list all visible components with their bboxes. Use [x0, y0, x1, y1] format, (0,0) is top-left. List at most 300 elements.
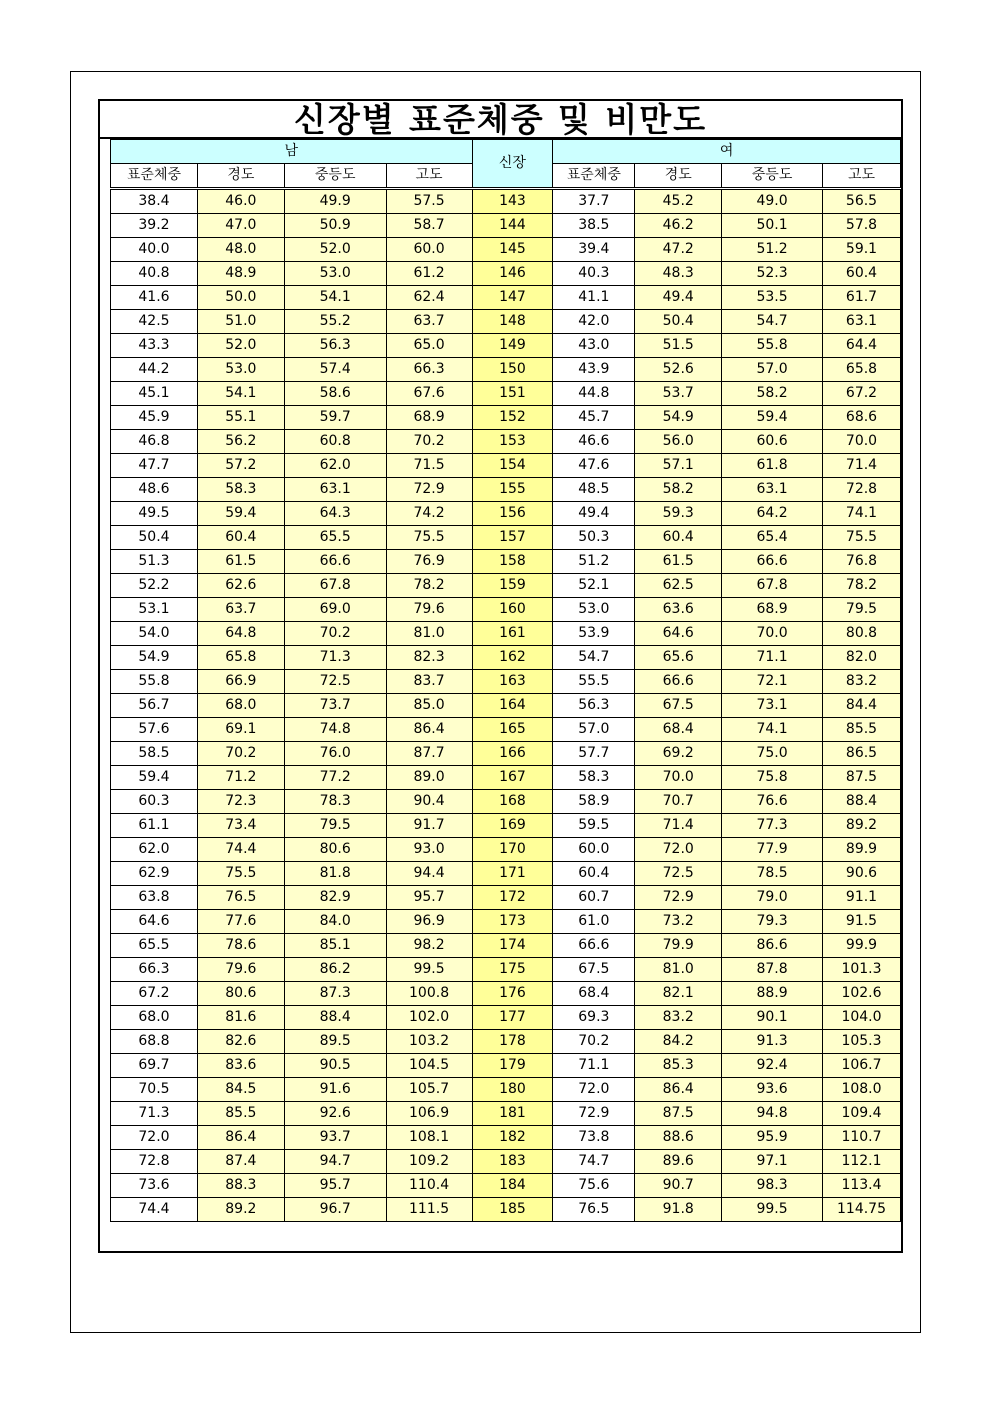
male-severe-cell: 62.4 — [386, 286, 472, 310]
male-mild-cell: 78.6 — [197, 934, 284, 958]
height-cell: 145 — [472, 238, 553, 262]
table-row — [111, 910, 901, 934]
female-mild-cell: 72.0 — [635, 838, 722, 862]
weight-table-sheet — [98, 99, 903, 1253]
female-standard-weight-cell: 45.7 — [553, 406, 635, 430]
female-mild-cell: 86.4 — [635, 1078, 722, 1102]
male-mild-cell: 88.3 — [197, 1174, 284, 1198]
female-severe-cell: 112.1 — [823, 1150, 901, 1174]
height-cell: 158 — [472, 550, 553, 574]
female-moderate-cell: 54.7 — [722, 310, 823, 334]
female-standard-weight-cell: 69.3 — [553, 1006, 635, 1030]
female-moderate-cell: 97.1 — [722, 1150, 823, 1174]
height-cell: 149 — [472, 334, 553, 358]
male-standard-weight-cell: 59.4 — [111, 766, 198, 790]
male-mild-header: 경도 — [197, 164, 284, 189]
female-standard-weight-cell: 76.5 — [553, 1198, 635, 1222]
male-mild-cell: 86.4 — [197, 1126, 284, 1150]
male-standard-weight-cell: 40.0 — [111, 238, 198, 262]
male-severe-cell: 108.1 — [386, 1126, 472, 1150]
height-cell: 169 — [472, 814, 553, 838]
male-standard-weight-cell: 54.0 — [111, 622, 198, 646]
male-moderate-cell: 57.4 — [284, 358, 386, 382]
male-standard-weight-cell: 44.2 — [111, 358, 198, 382]
female-moderate-cell: 98.3 — [722, 1174, 823, 1198]
female-mild-cell: 51.5 — [635, 334, 722, 358]
standard-weight-table — [110, 139, 901, 1222]
male-mild-cell: 65.8 — [197, 646, 284, 670]
male-moderate-cell: 54.1 — [284, 286, 386, 310]
female-mild-cell: 56.0 — [635, 430, 722, 454]
male-mild-cell: 46.0 — [197, 189, 284, 214]
height-cell: 177 — [472, 1006, 553, 1030]
height-cell: 154 — [472, 454, 553, 478]
female-severe-cell: 89.9 — [823, 838, 901, 862]
male-standard-weight-cell: 46.8 — [111, 430, 198, 454]
male-mild-cell: 47.0 — [197, 214, 284, 238]
height-cell: 179 — [472, 1054, 553, 1078]
table-row — [111, 766, 901, 790]
female-standard-weight-cell: 53.9 — [553, 622, 635, 646]
male-mild-cell: 55.1 — [197, 406, 284, 430]
female-severe-cell: 106.7 — [823, 1054, 901, 1078]
female-moderate-cell: 72.1 — [722, 670, 823, 694]
height-cell: 165 — [472, 718, 553, 742]
male-mild-cell: 75.5 — [197, 862, 284, 886]
male-mild-cell: 87.4 — [197, 1150, 284, 1174]
female-mild-cell: 65.6 — [635, 646, 722, 670]
male-standard-weight-cell: 69.7 — [111, 1054, 198, 1078]
table-row — [111, 358, 901, 382]
height-cell: 161 — [472, 622, 553, 646]
male-severe-cell: 110.4 — [386, 1174, 472, 1198]
table-row — [111, 1078, 901, 1102]
female-standard-weight-cell: 43.9 — [553, 358, 635, 382]
female-moderate-cell: 91.3 — [722, 1030, 823, 1054]
male-severe-cell: 71.5 — [386, 454, 472, 478]
female-mild-cell: 50.4 — [635, 310, 722, 334]
male-moderate-cell: 87.3 — [284, 982, 386, 1006]
female-standard-weight-cell: 72.0 — [553, 1078, 635, 1102]
female-standard-weight-cell: 67.5 — [553, 958, 635, 982]
height-cell: 157 — [472, 526, 553, 550]
female-mild-cell: 54.9 — [635, 406, 722, 430]
male-standard-weight-cell: 45.1 — [111, 382, 198, 406]
male-severe-cell: 65.0 — [386, 334, 472, 358]
female-mild-cell: 59.3 — [635, 502, 722, 526]
female-standard-weight-cell: 49.4 — [553, 502, 635, 526]
female-moderate-cell: 58.2 — [722, 382, 823, 406]
female-moderate-cell: 68.9 — [722, 598, 823, 622]
male-standard-weight-cell: 48.6 — [111, 478, 198, 502]
female-standard-weight-header: 표준체중 — [553, 164, 635, 189]
male-standard-weight-cell: 58.5 — [111, 742, 198, 766]
female-mild-cell: 67.5 — [635, 694, 722, 718]
male-standard-weight-cell: 49.5 — [111, 502, 198, 526]
male-severe-cell: 94.4 — [386, 862, 472, 886]
male-severe-cell: 111.5 — [386, 1198, 472, 1222]
female-mild-cell: 81.0 — [635, 958, 722, 982]
female-mild-cell: 88.6 — [635, 1126, 722, 1150]
female-mild-cell: 85.3 — [635, 1054, 722, 1078]
height-cell: 184 — [472, 1174, 553, 1198]
female-standard-weight-cell: 57.7 — [553, 742, 635, 766]
male-standard-weight-cell: 41.6 — [111, 286, 198, 310]
female-mild-cell: 73.2 — [635, 910, 722, 934]
female-moderate-cell: 88.9 — [722, 982, 823, 1006]
table-row — [111, 958, 901, 982]
height-cell: 144 — [472, 214, 553, 238]
male-mild-cell: 73.4 — [197, 814, 284, 838]
female-severe-cell: 83.2 — [823, 670, 901, 694]
female-moderate-cell: 71.1 — [722, 646, 823, 670]
female-standard-weight-cell: 66.6 — [553, 934, 635, 958]
male-standard-weight-cell: 53.1 — [111, 598, 198, 622]
table-row — [111, 1126, 901, 1150]
male-mild-cell: 48.9 — [197, 262, 284, 286]
female-mild-cell: 47.2 — [635, 238, 722, 262]
female-severe-cell: 76.8 — [823, 550, 901, 574]
male-moderate-cell: 80.6 — [284, 838, 386, 862]
male-moderate-cell: 89.5 — [284, 1030, 386, 1054]
male-severe-cell: 96.9 — [386, 910, 472, 934]
male-severe-cell: 89.0 — [386, 766, 472, 790]
table-row — [111, 670, 901, 694]
female-mild-cell: 89.6 — [635, 1150, 722, 1174]
table-row — [111, 1006, 901, 1030]
male-standard-weight-cell: 71.3 — [111, 1102, 198, 1126]
male-severe-header: 고도 — [386, 164, 472, 189]
male-standard-weight-cell: 52.2 — [111, 574, 198, 598]
male-severe-cell: 74.2 — [386, 502, 472, 526]
female-severe-cell: 80.8 — [823, 622, 901, 646]
female-standard-weight-cell: 71.1 — [553, 1054, 635, 1078]
male-mild-cell: 74.4 — [197, 838, 284, 862]
female-severe-cell: 91.5 — [823, 910, 901, 934]
male-moderate-cell: 64.3 — [284, 502, 386, 526]
female-mild-cell: 58.2 — [635, 478, 722, 502]
male-moderate-cell: 92.6 — [284, 1102, 386, 1126]
female-severe-cell: 72.8 — [823, 478, 901, 502]
male-mild-cell: 64.8 — [197, 622, 284, 646]
male-severe-cell: 109.2 — [386, 1150, 472, 1174]
female-standard-weight-cell: 55.5 — [553, 670, 635, 694]
female-severe-cell: 101.3 — [823, 958, 901, 982]
table-row — [111, 502, 901, 526]
male-moderate-cell: 74.8 — [284, 718, 386, 742]
female-severe-cell: 110.7 — [823, 1126, 901, 1150]
table-row — [111, 550, 901, 574]
male-mild-cell: 81.6 — [197, 1006, 284, 1030]
height-cell: 148 — [472, 310, 553, 334]
female-moderate-cell: 53.5 — [722, 286, 823, 310]
female-moderate-cell: 66.6 — [722, 550, 823, 574]
male-standard-weight-header: 표준체중 — [111, 164, 198, 189]
female-standard-weight-cell: 72.9 — [553, 1102, 635, 1126]
female-moderate-cell: 49.0 — [722, 189, 823, 214]
female-mild-header: 경도 — [635, 164, 722, 189]
female-mild-cell: 70.0 — [635, 766, 722, 790]
male-moderate-cell: 69.0 — [284, 598, 386, 622]
male-moderate-cell: 52.0 — [284, 238, 386, 262]
male-mild-cell: 84.5 — [197, 1078, 284, 1102]
male-severe-cell: 58.7 — [386, 214, 472, 238]
male-standard-weight-cell: 51.3 — [111, 550, 198, 574]
female-moderate-cell: 64.2 — [722, 502, 823, 526]
female-standard-weight-cell: 42.0 — [553, 310, 635, 334]
male-mild-cell: 89.2 — [197, 1198, 284, 1222]
male-severe-cell: 81.0 — [386, 622, 472, 646]
female-moderate-cell: 63.1 — [722, 478, 823, 502]
male-mild-cell: 60.4 — [197, 526, 284, 550]
female-severe-cell: 57.8 — [823, 214, 901, 238]
male-moderate-cell: 63.1 — [284, 478, 386, 502]
female-moderate-cell: 77.9 — [722, 838, 823, 862]
male-standard-weight-cell: 62.9 — [111, 862, 198, 886]
female-standard-weight-cell: 48.5 — [553, 478, 635, 502]
female-standard-weight-cell: 37.7 — [553, 189, 635, 214]
table-row — [111, 454, 901, 478]
table-row — [111, 406, 901, 430]
female-standard-weight-cell: 73.8 — [553, 1126, 635, 1150]
female-severe-cell: 90.6 — [823, 862, 901, 886]
female-severe-cell: 60.4 — [823, 262, 901, 286]
male-moderate-cell: 84.0 — [284, 910, 386, 934]
table-row — [111, 262, 901, 286]
male-severe-cell: 78.2 — [386, 574, 472, 598]
group-header-row — [111, 140, 901, 164]
female-moderate-cell: 59.4 — [722, 406, 823, 430]
table-row — [111, 1102, 901, 1126]
female-mild-cell: 57.1 — [635, 454, 722, 478]
female-severe-cell: 64.4 — [823, 334, 901, 358]
table-row — [111, 574, 901, 598]
height-cell: 181 — [472, 1102, 553, 1126]
male-moderate-cell: 65.5 — [284, 526, 386, 550]
male-severe-cell: 61.2 — [386, 262, 472, 286]
height-cell: 185 — [472, 1198, 553, 1222]
female-severe-cell: 65.8 — [823, 358, 901, 382]
female-standard-weight-cell: 57.0 — [553, 718, 635, 742]
female-moderate-cell: 52.3 — [722, 262, 823, 286]
male-mild-cell: 58.3 — [197, 478, 284, 502]
male-mild-cell: 71.2 — [197, 766, 284, 790]
female-mild-cell: 49.4 — [635, 286, 722, 310]
male-moderate-cell: 70.2 — [284, 622, 386, 646]
male-moderate-cell: 62.0 — [284, 454, 386, 478]
female-severe-cell: 85.5 — [823, 718, 901, 742]
female-severe-cell: 114.75 — [823, 1198, 901, 1222]
female-severe-cell: 68.6 — [823, 406, 901, 430]
height-cell: 180 — [472, 1078, 553, 1102]
female-standard-weight-cell: 60.4 — [553, 862, 635, 886]
male-moderate-cell: 67.8 — [284, 574, 386, 598]
female-moderate-cell: 75.0 — [722, 742, 823, 766]
male-severe-cell: 105.7 — [386, 1078, 472, 1102]
female-severe-cell: 87.5 — [823, 766, 901, 790]
female-severe-cell: 86.5 — [823, 742, 901, 766]
male-moderate-cell: 72.5 — [284, 670, 386, 694]
female-moderate-cell: 93.6 — [722, 1078, 823, 1102]
male-mild-cell: 72.3 — [197, 790, 284, 814]
male-moderate-cell: 76.0 — [284, 742, 386, 766]
male-standard-weight-cell: 42.5 — [111, 310, 198, 334]
female-moderate-cell: 79.0 — [722, 886, 823, 910]
female-severe-cell: 67.2 — [823, 382, 901, 406]
table-row — [111, 646, 901, 670]
male-moderate-cell: 90.5 — [284, 1054, 386, 1078]
table-row — [111, 1198, 901, 1222]
female-mild-cell: 72.9 — [635, 886, 722, 910]
height-cell: 170 — [472, 838, 553, 862]
male-moderate-cell: 53.0 — [284, 262, 386, 286]
female-severe-cell: 71.4 — [823, 454, 901, 478]
female-severe-cell: 113.4 — [823, 1174, 901, 1198]
female-moderate-cell: 61.8 — [722, 454, 823, 478]
female-severe-cell: 89.2 — [823, 814, 901, 838]
male-standard-weight-cell: 40.8 — [111, 262, 198, 286]
height-cell: 183 — [472, 1150, 553, 1174]
male-standard-weight-cell: 72.0 — [111, 1126, 198, 1150]
table-row — [111, 286, 901, 310]
female-standard-weight-cell: 50.3 — [553, 526, 635, 550]
female-mild-cell: 91.8 — [635, 1198, 722, 1222]
male-moderate-cell: 60.8 — [284, 430, 386, 454]
table-row — [111, 214, 901, 238]
male-severe-cell: 103.2 — [386, 1030, 472, 1054]
female-standard-weight-cell: 40.3 — [553, 262, 635, 286]
male-severe-cell: 68.9 — [386, 406, 472, 430]
male-severe-cell: 67.6 — [386, 382, 472, 406]
male-standard-weight-cell: 74.4 — [111, 1198, 198, 1222]
female-moderate-cell: 87.8 — [722, 958, 823, 982]
female-mild-cell: 69.2 — [635, 742, 722, 766]
male-moderate-cell: 95.7 — [284, 1174, 386, 1198]
male-severe-cell: 102.0 — [386, 1006, 472, 1030]
male-severe-cell: 70.2 — [386, 430, 472, 454]
male-standard-weight-cell: 72.8 — [111, 1150, 198, 1174]
male-moderate-cell: 82.9 — [284, 886, 386, 910]
male-moderate-cell: 78.3 — [284, 790, 386, 814]
male-standard-weight-cell: 70.5 — [111, 1078, 198, 1102]
male-moderate-cell: 56.3 — [284, 334, 386, 358]
female-severe-cell: 108.0 — [823, 1078, 901, 1102]
female-mild-cell: 90.7 — [635, 1174, 722, 1198]
male-moderate-cell: 93.7 — [284, 1126, 386, 1150]
male-moderate-cell: 77.2 — [284, 766, 386, 790]
female-moderate-cell: 77.3 — [722, 814, 823, 838]
height-cell: 143 — [472, 189, 553, 214]
female-mild-cell: 53.7 — [635, 382, 722, 406]
height-cell: 175 — [472, 958, 553, 982]
table-row — [111, 310, 901, 334]
table-row — [111, 790, 901, 814]
table-row — [111, 814, 901, 838]
height-cell: 164 — [472, 694, 553, 718]
male-moderate-cell: 49.9 — [284, 189, 386, 214]
height-cell: 147 — [472, 286, 553, 310]
male-standard-weight-cell: 38.4 — [111, 189, 198, 214]
male-moderate-cell: 85.1 — [284, 934, 386, 958]
male-standard-weight-cell: 73.6 — [111, 1174, 198, 1198]
female-mild-cell: 71.4 — [635, 814, 722, 838]
female-severe-cell: 79.5 — [823, 598, 901, 622]
male-moderate-cell: 58.6 — [284, 382, 386, 406]
male-severe-cell: 100.8 — [386, 982, 472, 1006]
female-severe-cell: 82.0 — [823, 646, 901, 670]
female-standard-weight-cell: 54.7 — [553, 646, 635, 670]
male-mild-cell: 66.9 — [197, 670, 284, 694]
height-cell: 162 — [472, 646, 553, 670]
female-mild-cell: 46.2 — [635, 214, 722, 238]
male-mild-cell: 68.0 — [197, 694, 284, 718]
female-mild-cell: 72.5 — [635, 862, 722, 886]
female-moderate-cell: 99.5 — [722, 1198, 823, 1222]
female-mild-cell: 79.9 — [635, 934, 722, 958]
male-severe-cell: 90.4 — [386, 790, 472, 814]
height-cell: 151 — [472, 382, 553, 406]
female-severe-cell: 88.4 — [823, 790, 901, 814]
male-severe-cell: 106.9 — [386, 1102, 472, 1126]
table-row — [111, 622, 901, 646]
male-standard-weight-cell: 60.3 — [111, 790, 198, 814]
male-standard-weight-cell: 45.9 — [111, 406, 198, 430]
male-mild-cell: 70.2 — [197, 742, 284, 766]
male-standard-weight-cell: 67.2 — [111, 982, 198, 1006]
male-mild-cell: 69.1 — [197, 718, 284, 742]
male-mild-cell: 61.5 — [197, 550, 284, 574]
female-mild-cell: 64.6 — [635, 622, 722, 646]
height-cell: 155 — [472, 478, 553, 502]
male-mild-cell: 76.5 — [197, 886, 284, 910]
female-moderate-cell: 57.0 — [722, 358, 823, 382]
female-standard-weight-cell: 53.0 — [553, 598, 635, 622]
female-mild-cell: 45.2 — [635, 189, 722, 214]
female-standard-weight-cell: 51.2 — [553, 550, 635, 574]
female-standard-weight-cell: 43.0 — [553, 334, 635, 358]
female-standard-weight-cell: 47.6 — [553, 454, 635, 478]
female-severe-header: 고도 — [823, 164, 901, 189]
female-moderate-cell: 67.8 — [722, 574, 823, 598]
female-moderate-cell: 78.5 — [722, 862, 823, 886]
male-mild-cell: 54.1 — [197, 382, 284, 406]
male-severe-cell: 91.7 — [386, 814, 472, 838]
female-severe-cell: 91.1 — [823, 886, 901, 910]
female-moderate-cell: 79.3 — [722, 910, 823, 934]
height-cell: 166 — [472, 742, 553, 766]
female-severe-cell: 61.7 — [823, 286, 901, 310]
female-moderate-cell: 51.2 — [722, 238, 823, 262]
male-mild-cell: 82.6 — [197, 1030, 284, 1054]
male-moderate-cell: 73.7 — [284, 694, 386, 718]
female-mild-cell: 62.5 — [635, 574, 722, 598]
male-severe-cell: 60.0 — [386, 238, 472, 262]
female-moderate-cell: 55.8 — [722, 334, 823, 358]
table-row — [111, 1054, 901, 1078]
height-cell: 167 — [472, 766, 553, 790]
female-moderate-cell: 75.8 — [722, 766, 823, 790]
female-moderate-cell: 76.6 — [722, 790, 823, 814]
male-moderate-cell: 94.7 — [284, 1150, 386, 1174]
female-mild-cell: 48.3 — [635, 262, 722, 286]
male-mild-cell: 56.2 — [197, 430, 284, 454]
height-cell: 173 — [472, 910, 553, 934]
male-moderate-cell: 91.6 — [284, 1078, 386, 1102]
male-moderate-cell: 50.9 — [284, 214, 386, 238]
table-row — [111, 982, 901, 1006]
female-moderate-cell: 73.1 — [722, 694, 823, 718]
male-severe-cell: 79.6 — [386, 598, 472, 622]
